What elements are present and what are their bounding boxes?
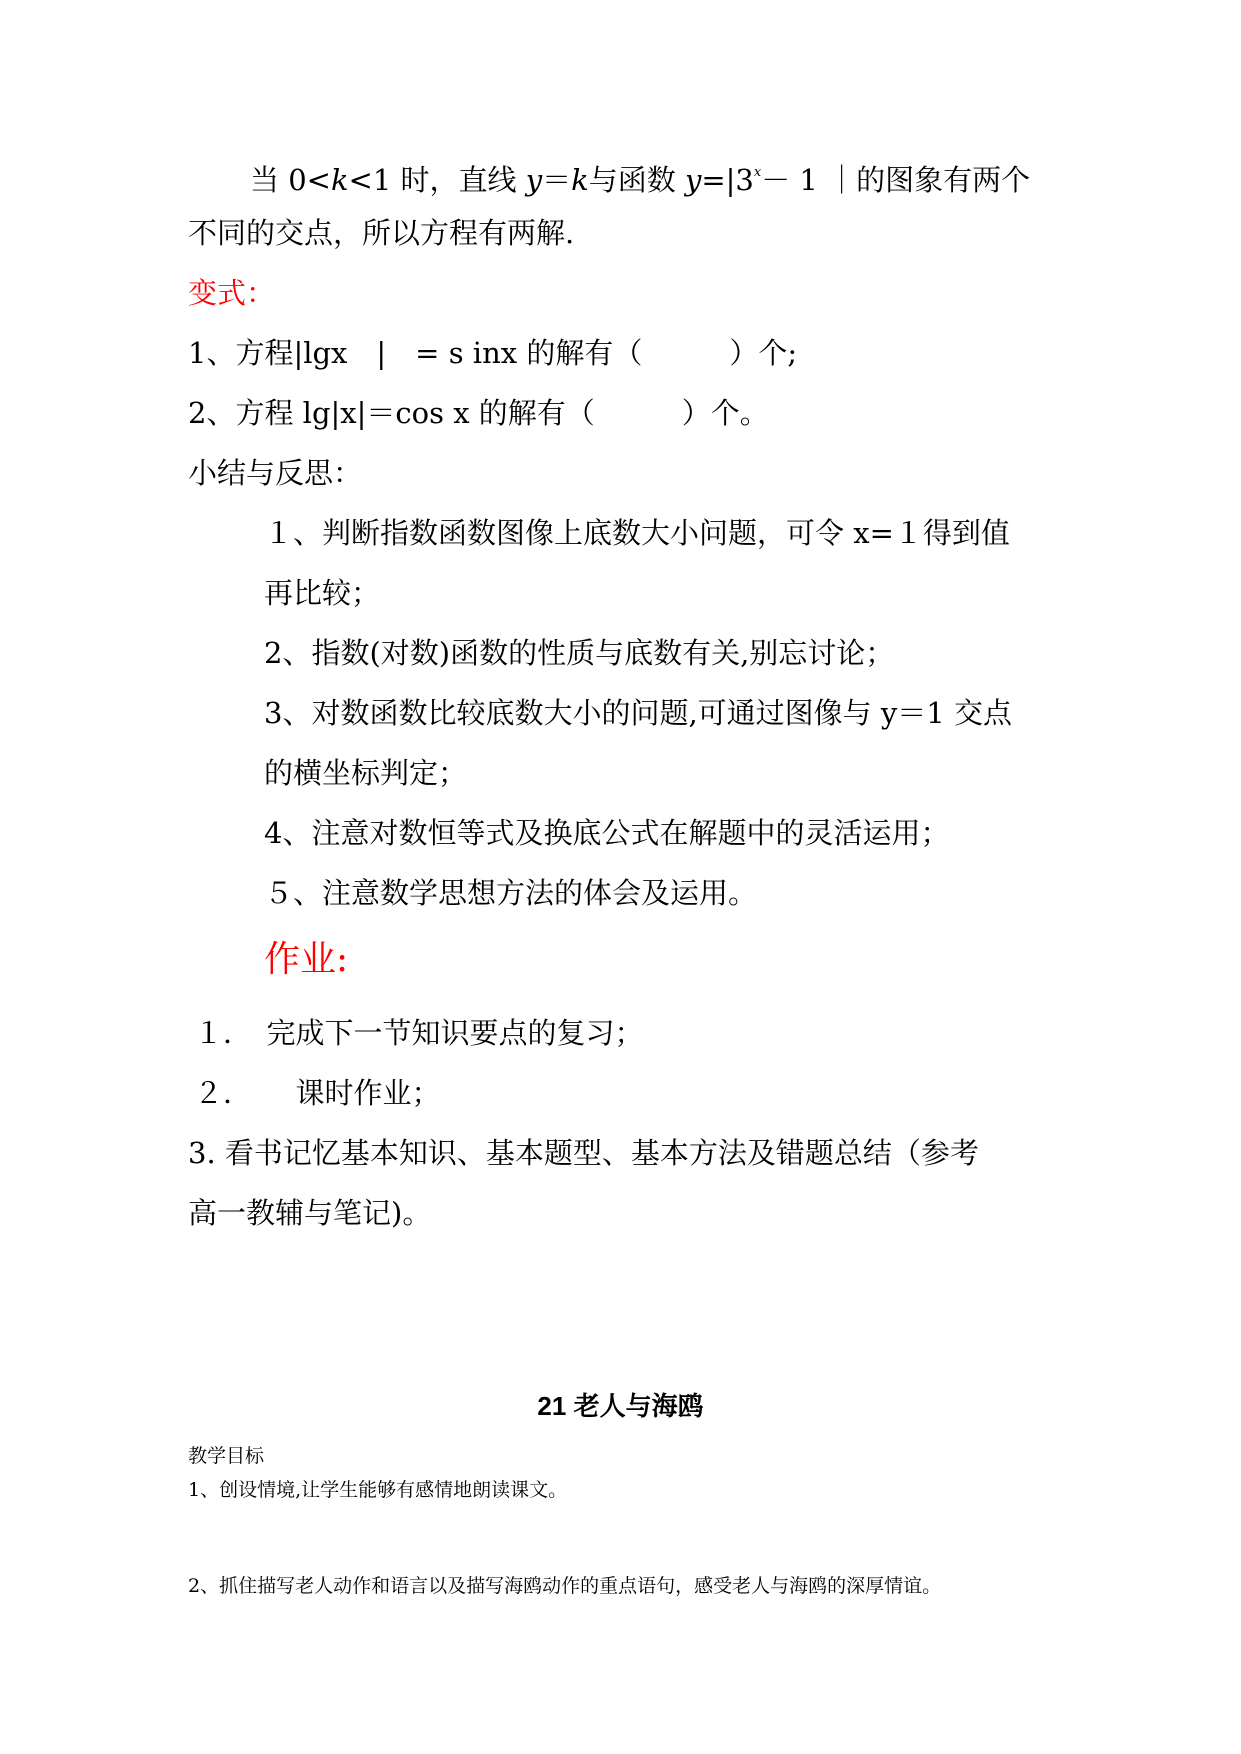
summary-heading: 小结与反思：	[188, 456, 363, 490]
variant-item-2: 2、方程 lg|x|＝cos x 的解有（ ）个。	[188, 396, 769, 430]
teaching-goals-heading: 教学目标	[188, 1445, 265, 1467]
summary-item-5: ５、注意数学思想方法的体会及运用。	[264, 876, 758, 910]
homework-item-1: １． 完成下一节知识要点的复习；	[194, 1016, 644, 1050]
variant-heading: 变式：	[188, 276, 276, 310]
equals-sign: ＝	[542, 163, 572, 197]
teaching-goal-2: 2、抓住描写老人动作和语言以及描写海鸥动作的重点语句，感受老人与海鸥的深厚情谊。	[188, 1575, 942, 1597]
intro-text: － 1 ｜的图象有两个	[761, 163, 1031, 197]
variable-y: y	[525, 163, 543, 197]
teaching-goal-1: 1、创设情境,让学生能够有感情地朗读课文。	[188, 1479, 568, 1501]
lesson-title: 21 老人与海鸥	[537, 1391, 704, 1421]
summary-item-2: 2、指数(对数)函数的性质与底数有关,别忘讨论；	[264, 636, 895, 670]
exponent-x: x	[753, 165, 762, 180]
homework-item-3-line-1: 3. 看书记忆基本知识、基本题型、基本方法及错题总结（参考	[188, 1136, 979, 1170]
variable-k: k	[330, 163, 349, 197]
summary-item-3-line-2: 的横坐标判定；	[264, 756, 468, 790]
intro-text: <1 时，直线	[348, 163, 517, 197]
summary-item-3-line-1: 3、对数函数比较底数大小的问题,可通过图像与 y＝1 交点	[264, 696, 1012, 730]
intro-line-1	[250, 153, 1030, 200]
homework-item-2: ２． 课时作业；	[194, 1076, 441, 1110]
variable-y: y	[684, 163, 702, 197]
intro-text: =|3	[701, 163, 754, 197]
summary-item-1-line-2: 再比较；	[264, 576, 381, 610]
summary-item-4: 4、注意对数恒等式及换底公式在解题中的灵活运用；	[264, 816, 950, 850]
intro-line-2: 不同的交点，所以方程有两解.	[188, 216, 575, 250]
variant-item-1: 1、方程|lgx | = s inx 的解有（ ）个;	[188, 336, 798, 370]
intro-text: 与函数	[588, 163, 676, 197]
intro-text: 当 0<	[250, 163, 331, 197]
homework-item-3-line-2: 高一教辅与笔记)。	[188, 1196, 432, 1230]
homework-heading: 作业:	[264, 939, 349, 980]
summary-item-1-line-1: １、判断指数函数图像上底数大小问题，可令 x=１得到值	[264, 516, 1010, 550]
variable-k: k	[571, 163, 589, 197]
